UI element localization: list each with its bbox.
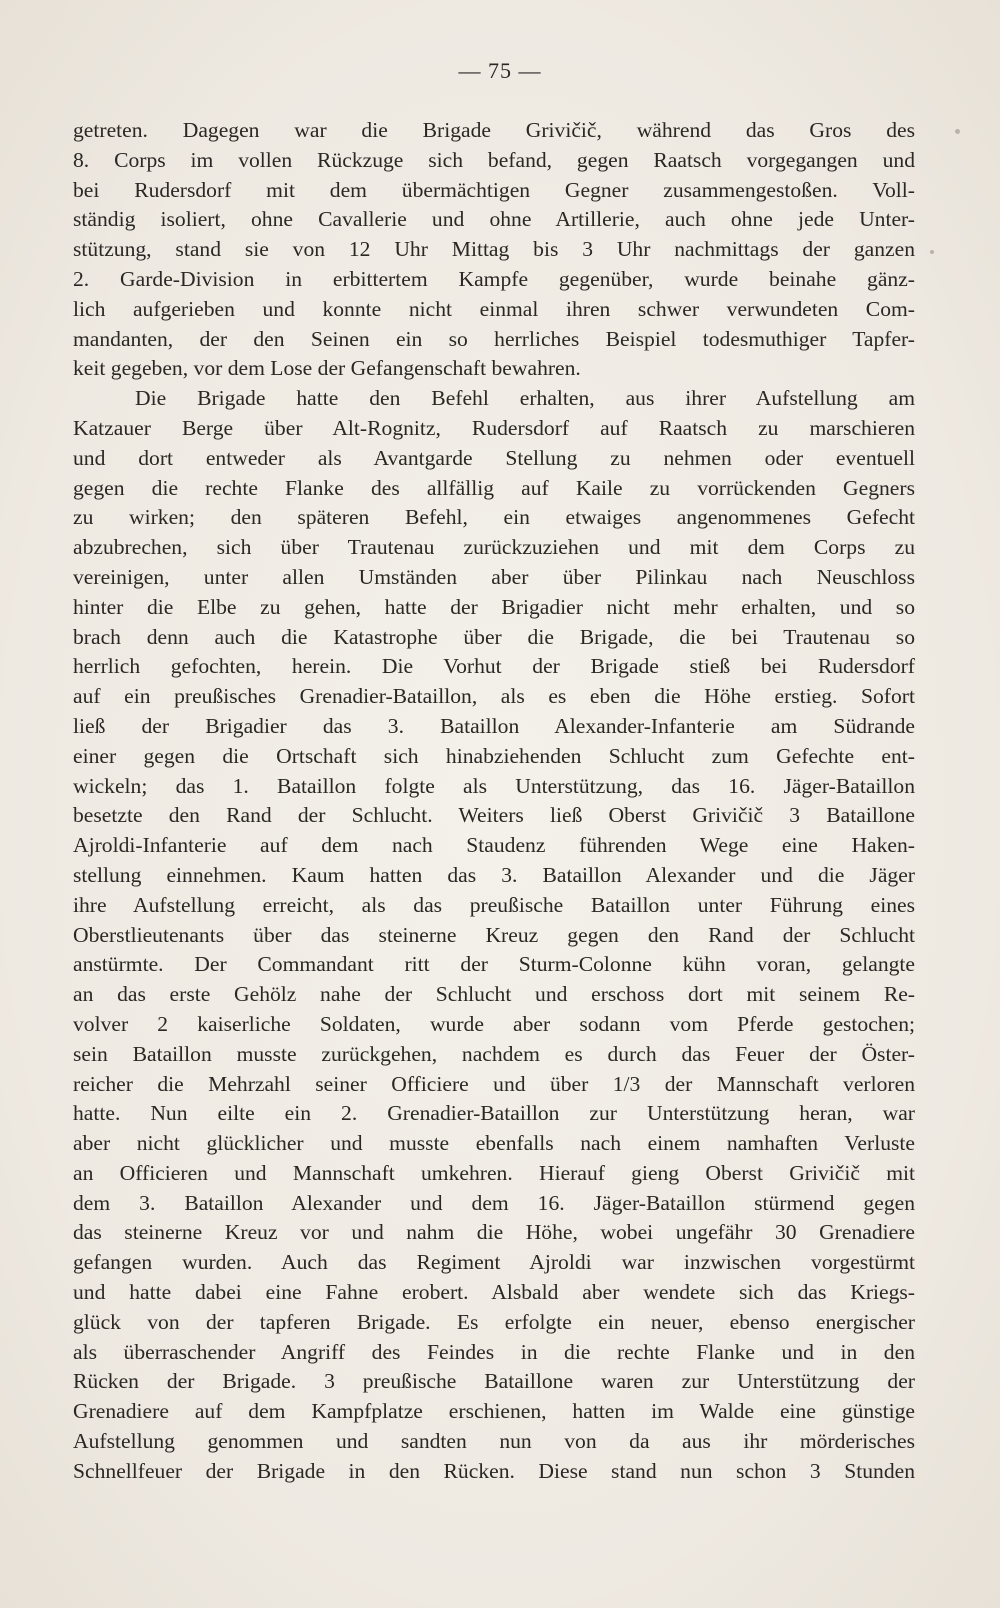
paper-speck <box>955 129 960 134</box>
text-line: dem 3. Bataillon Alexander und dem 16. Jäger-Bataillon stürmend gegen <box>73 1190 915 1215</box>
text-line: Grenadiere auf dem Kampfplatze erschienen, hatten im Walde eine günstige <box>73 1399 915 1424</box>
text-line: vereinigen, unter allen Umständen aber über Pilinkau nach Neuschloss <box>73 564 915 589</box>
paper-speck <box>930 250 934 254</box>
text-line: einer gegen die Ortschaft sich hinabziehenden Schlucht zum Gefechte ent- <box>73 743 915 768</box>
text-line: brach denn auch die Katastrophe über die Brigade, die bei Trautenau so <box>73 624 915 649</box>
text-line: hatte. Nun eilte ein 2. Grenadier-Bataillon zur Unterstützung heran, war <box>73 1101 915 1126</box>
text-line: bei Rudersdorf mit dem übermächtigen Gegner zusammengestoßen. Voll- <box>73 177 915 202</box>
text-line: reicher die Mehrzahl seiner Officiere und über 1/3 der Mannschaft verloren <box>73 1071 915 1096</box>
text-line: das steinerne Kreuz vor und nahm die Höhe, wobei ungefähr 30 Grenadiere <box>73 1220 915 1245</box>
text-line: 2. Garde-Division in erbittertem Kampfe gegenüber, wurde beinahe gänz- <box>73 266 915 291</box>
text-line: zu wirken; den späteren Befehl, ein etwaiges angenommenes Gefecht <box>73 505 915 530</box>
text-line: mandanten, der den Seinen ein so herrliches Beispiel todesmuthiger Tapfer- <box>73 326 915 351</box>
text-line: an das erste Gehölz nahe der Schlucht und erschoss dort mit seinem Re- <box>73 982 915 1007</box>
text-line: lich aufgerieben und konnte nicht einmal ihren schwer verwundeten Com- <box>73 296 915 321</box>
page-number: — 75 — <box>458 58 542 83</box>
text-line: abzubrechen, sich über Trautenau zurückzuziehen und mit dem Corps zu <box>73 535 915 560</box>
text-line: und hatte dabei eine Fahne erobert. Alsbald aber wendete sich das Kriegs- <box>73 1280 915 1305</box>
text-line: Rücken der Brigade. 3 preußische Bataillone waren zur Unterstützung der <box>73 1369 915 1394</box>
text-line: stützung, stand sie von 12 Uhr Mittag bis 3 Uhr nachmittags der ganzen <box>73 237 915 262</box>
text-line: auf ein preußisches Grenadier-Bataillon, als es eben die Höhe erstieg. Sofort <box>73 684 915 709</box>
text-line: an Officieren und Mannschaft umkehren. Hierauf gieng Oberst Grivičič mit <box>73 1160 915 1185</box>
text-line: als überraschender Angriff des Feindes in die rechte Flanke und in den <box>73 1339 915 1364</box>
text-line: Oberstlieutenants über das steinerne Kreuz gegen den Rand der Schlucht <box>73 922 915 947</box>
text-line: aber nicht glücklicher und musste ebenfalls nach einem namhaften Verluste <box>73 1131 915 1156</box>
text-line: volver 2 kaiserliche Soldaten, wurde aber sodann vom Pferde gestochen; <box>73 1011 915 1036</box>
text-line: besetzte den Rand der Schlucht. Weiters ließ Oberst Grivičič 3 Bataillone <box>73 803 915 828</box>
text-line: stellung einnehmen. Kaum hatten das 3. Bataillon Alexander und die Jäger <box>73 862 915 887</box>
text-line: glück von der tapferen Brigade. Es erfolgte ein neuer, ebenso energischer <box>73 1309 915 1334</box>
text-line: gefangen wurden. Auch das Regiment Ajroldi war inzwischen vorgestürmt <box>73 1250 915 1275</box>
text-line: Schnellfeuer der Brigade in den Rücken. Diese stand nun schon 3 Stunden <box>73 1458 915 1483</box>
text-line: keit gegeben, vor dem Lose der Gefangenschaft bewahren. <box>73 356 581 381</box>
paragraph-start-line: Die Brigade hatte den Befehl erhalten, aus ihrer Aufstellung am <box>135 386 915 411</box>
body-text <box>73 116 915 1487</box>
text-line: getreten. Dagegen war die Brigade Grivičič, während das Gros des <box>73 118 915 142</box>
text-line: anstürmte. Der Commandant ritt der Sturm-Colonne kühn voran, gelangte <box>73 952 915 977</box>
text-line: hinter die Elbe zu gehen, hatte der Brigadier nicht mehr erhalten, und so <box>73 594 915 619</box>
text-line: wickeln; das 1. Bataillon folgte als Unterstützung, das 16. Jäger-Bataillon <box>73 773 915 798</box>
text-line: ihre Aufstellung erreicht, als das preußische Bataillon unter Führung eines <box>73 892 915 917</box>
text-line: 8. Corps im vollen Rückzuge sich befand, gegen Raatsch vorgegangen und <box>73 147 915 172</box>
text-line: gegen die rechte Flanke des allfällig auf Kaile zu vorrückenden Gegners <box>73 475 915 500</box>
text-line: Aufstellung genommen und sandten nun von da aus ihr mörderisches <box>73 1429 915 1454</box>
text-line: herrlich gefochten, herein. Die Vorhut der Brigade stieß bei Rudersdorf <box>73 654 915 679</box>
text-line: und dort entweder als Avantgarde Stellung zu nehmen oder eventuell <box>73 445 915 470</box>
text-line: sein Bataillon musste zurückgehen, nachdem es durch das Feuer der Öster- <box>73 1041 915 1066</box>
text-line: ließ der Brigadier das 3. Bataillon Alexander-Infanterie am Südrande <box>73 713 915 738</box>
text-line: Katzauer Berge über Alt-Rognitz, Rudersdorf auf Raatsch zu marschieren <box>73 415 915 440</box>
text-line: ständig isoliert, ohne Cavallerie und ohne Artillerie, auch ohne jede Unter- <box>73 207 915 232</box>
text-line: Ajroldi-Infanterie auf dem nach Staudenz führenden Wege eine Haken- <box>73 833 915 858</box>
